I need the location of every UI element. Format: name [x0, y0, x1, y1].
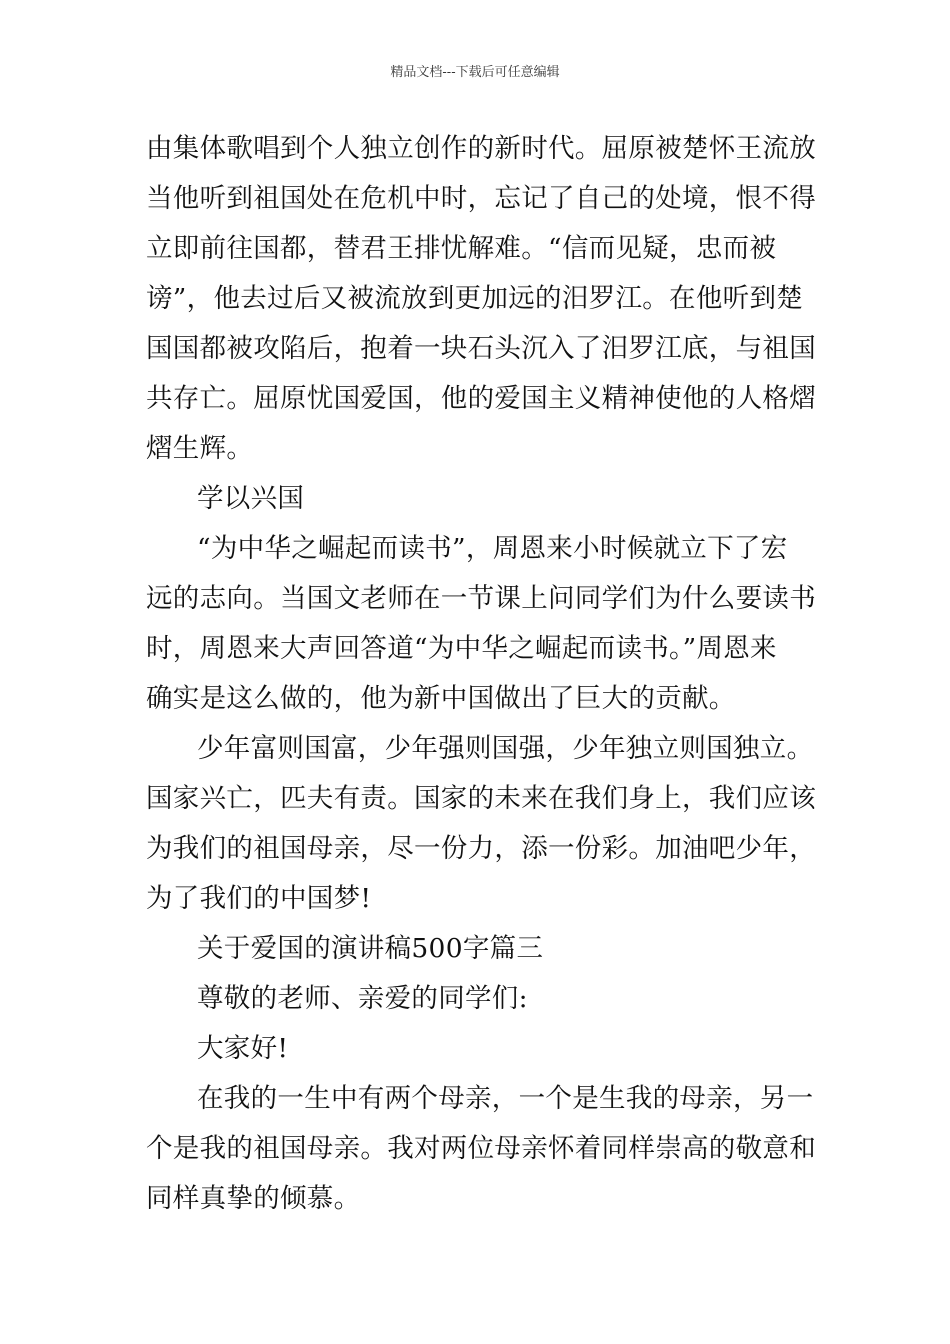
- body-line: 国国都被攻陷后，抱着一块石头沉入了汨罗江底，与祖国: [146, 333, 816, 364]
- body-line: 远的志向。当国文老师在一节课上问同学们为什么要读书: [146, 583, 816, 614]
- body-line: “为中华之崛起而读书”，周恩来小时候就立下了宏: [197, 533, 788, 564]
- page-header: 精品文档---下载后可任意编辑: [390, 65, 560, 80]
- section-title: 关于爱国的演讲稿500字篇三: [197, 933, 544, 964]
- body-line: 为我们的祖国母亲，尽一份力，添一份彩。加油吧少年，: [146, 833, 816, 864]
- body-line: 当他听到祖国处在危机中时，忘记了自己的处境，恨不得: [146, 183, 816, 214]
- body-line: 由集体歌唱到个人独立创作的新时代。屈原被楚怀王流放: [146, 133, 816, 164]
- body-line: 熠生辉。: [146, 433, 254, 464]
- document-body: [146, 124, 816, 1224]
- body-line: 确实是这么做的，他为新中国做出了巨大的贡献。: [146, 683, 736, 714]
- salutation: 尊敬的老师、亲爱的同学们:: [197, 983, 528, 1014]
- body-line: 国家兴亡，匹夫有责。国家的未来在我们身上，我们应该: [146, 783, 816, 814]
- body-line: 在我的一生中有两个母亲，一个是生我的母亲，另一: [197, 1083, 814, 1114]
- body-line: 个是我的祖国母亲。我对两位母亲怀着同样崇高的敬意和: [146, 1133, 816, 1164]
- body-line: 少年富则国富，少年强则国强，少年独立则国独立。: [197, 733, 814, 764]
- section-heading: 学以兴国: [197, 483, 305, 514]
- body-line: 时，周恩来大声回答道“为中华之崛起而读书。”周恩来: [146, 633, 777, 664]
- body-line: 立即前往国都，替君王排忧解难。“信而见疑，忠而被: [146, 233, 777, 264]
- body-line: 谤”，他去过后又被流放到更加远的汨罗江。在他听到楚: [146, 283, 804, 314]
- body-line: 为了我们的中国梦!: [146, 883, 372, 914]
- greeting: 大家好!: [197, 1033, 289, 1064]
- body-line: 同样真挚的倾慕。: [146, 1183, 361, 1214]
- body-line: 共存亡。屈原忧国爱国，他的爱国主义精神使他的人格熠: [146, 383, 816, 414]
